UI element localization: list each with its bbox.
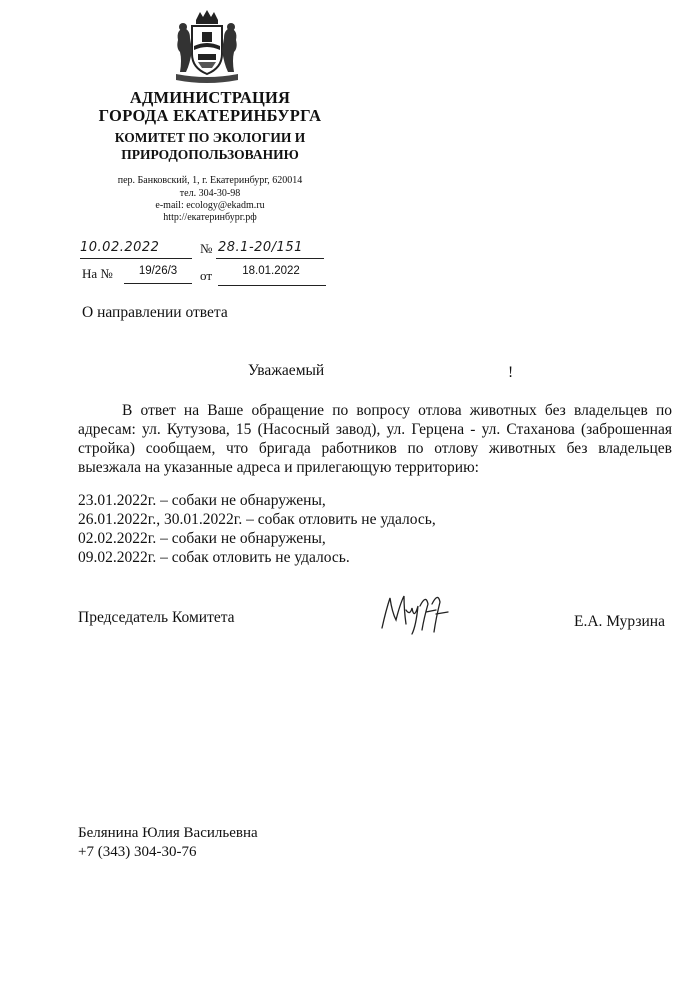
org-address: пер. Банковский, 1, г. Екатеринбург, 620014 <box>117 175 303 186</box>
salutation-end: ! <box>508 364 514 381</box>
signer-name: Е.А. Мурзина <box>574 613 665 630</box>
salutation: Уважаемый <box>248 362 325 379</box>
results-list <box>78 491 436 567</box>
reply-to-number-underline <box>124 282 192 284</box>
org-phone: тел. 304-30-98 <box>179 188 241 199</box>
list-item: 09.02.2022г. – собак отловить не удалось. <box>78 549 350 566</box>
org-name-line1: АДМИНИСТРАЦИЯ <box>129 88 291 107</box>
reply-to-date-underline <box>218 284 326 286</box>
outgoing-number-label: № <box>200 241 213 256</box>
handwritten-signature <box>376 590 456 636</box>
list-item: 26.01.2022г., 30.01.2022г. – собак отловить не удалось, <box>78 511 436 528</box>
reply-from-label: от <box>200 268 213 283</box>
list-item: 02.02.2022г. – собаки не обнаружены, <box>78 530 326 547</box>
committee-name-line1: КОМИТЕТ ПО ЭКОЛОГИИ И <box>114 130 306 145</box>
list-item: 23.01.2022г. – собаки не обнаружены, <box>78 492 326 509</box>
executor-phone: +7 (343) 304-30-76 <box>78 844 197 860</box>
coat-of-arms-emblem <box>172 10 242 86</box>
executor-info <box>78 824 258 862</box>
reply-to-number: 19/26/3 <box>138 265 178 277</box>
letter-body: В ответ на Ваше обращение по вопросу отлова животных без владельцев по адресам: ул. Кутузова, 15 (Насосный завод), ул. Герцена - ул. Стаханова (заброшенная стройка) сообщаем, что бригада работников по отлову животных без владельцев выезжала на указанные адреса и прилегающую территорию: <box>78 402 672 476</box>
outgoing-number: 28.1-20/151 <box>218 240 303 255</box>
outgoing-date: 10.02.2022 <box>80 240 160 255</box>
outgoing-date-underline <box>80 257 192 259</box>
reply-to-label: На № <box>82 266 113 281</box>
executor-name: Белянина Юлия Васильевна <box>78 825 258 841</box>
reply-to-date: 18.01.2022 <box>242 265 300 277</box>
outgoing-number-underline <box>216 257 324 259</box>
org-email: e-mail: ecology@ekadm.ru <box>155 200 265 211</box>
org-website: http://екатеринбург.рф <box>163 212 257 223</box>
org-name-line2: ГОРОДА ЕКАТЕРИНБУРГА <box>98 106 322 125</box>
letter-subject: О направлении ответа <box>82 304 228 321</box>
committee-name-line2: ПРИРОДОПОЛЬЗОВАНИЮ <box>121 147 299 162</box>
signer-position: Председатель Комитета <box>78 609 235 626</box>
